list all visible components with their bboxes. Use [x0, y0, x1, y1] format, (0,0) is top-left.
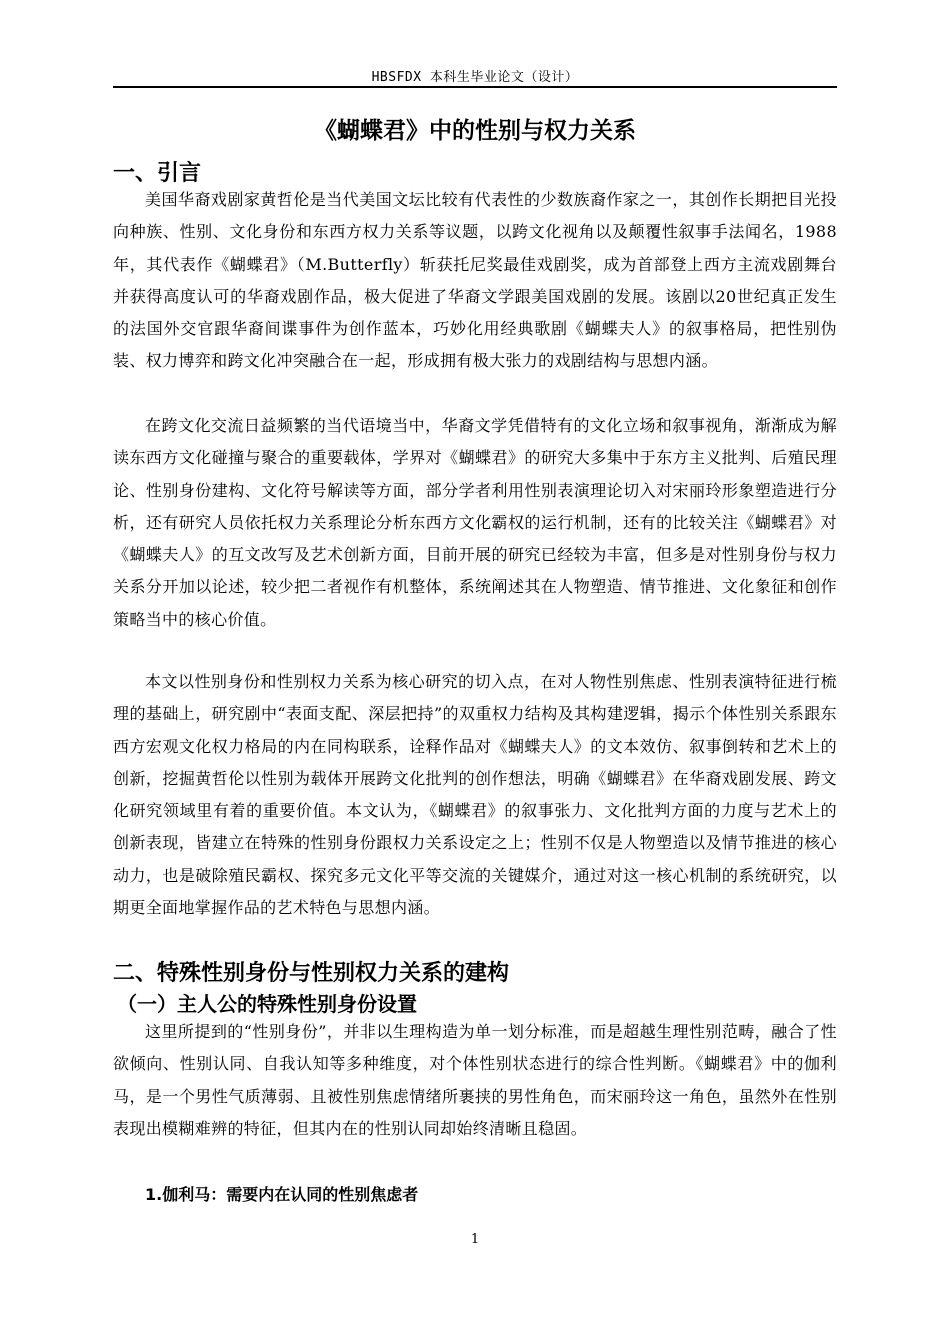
- subsection-paragraph: 这里所提到的“性别身份”，并非以生理构造为单一划分标准，而是超越生理性别范畴，融合了性欲倾向、性别认同、自我认知等多种维度，对个体性别状态进行的综合性判断。《蝴蝶君》中的伽利马，是一个男性气质薄弱、且被性别焦虑情绪所裹挟的男性角色，而宋丽玲这一角色，虽然外在性别表现出模糊难辨的特征，但其内在的性别认同却始终清晰且稳固。: [113, 1022, 837, 1138]
- header-rule: [113, 86, 837, 88]
- page-header: HBSFDX 本科生毕业论文（设计）: [371, 70, 579, 85]
- intro-paragraph-3: 本文以性别身份和性别权力关系为核心研究的切入点，在对人物性别焦虑、性别表演特征进行梳理的基础上，研究剧中“表面支配、深层把持”的双重权力结构及其构建逻辑，揭示个体性别关系跟东西方宏观文化权力格局的内在同构联系，诠释作品对《蝴蝶夫人》的文本效仿、叙事倒转和艺术上的创新，挖掘黄哲伦以性别为载体开展跨文化批判的创作想法，明确《蝴蝶君》在华裔戏剧发展、跨文化研究领域里有着的重要价值。本文认为，《蝴蝶君》的叙事张力、文化批判方面的力度与艺术上的创新表现，皆建立在特殊的性别身份跟权力关系设定之上；性别不仅是人物塑造以及情节推进的核心动力，也是破除殖民霸权、探究多元文化平等交流的关键媒介，通过对这一核心机制的系统研究，以期更全面地掌握作品的艺术特色与思想内涵。: [113, 672, 837, 918]
- intro-paragraph-1: 美国华裔戏剧家黄哲伦是当代美国文坛比较有代表性的少数族裔作家之一，其创作长期把目光投向种族、性别、文化身份和东西方权力关系等议题，以跨文化视角以及颠覆性叙事手法闻名，1988年，其代表作《蝴蝶君》（M.Butterfly）斩获托尼奖最佳戏剧奖，成为首部登上西方主流戏剧舞台并获得高度认可的华裔戏剧作品，极大促进了华裔文学跟美国戏剧的发展。该剧以20世纪真正发生的法国外交官跟华裔间谍事件为创作蓝本，巧妙化用经典歌剧《蝴蝶夫人》的叙事格局，把性别伪装、权力博弈和跨文化冲突融合在一起，形成拥有极大张力的戏剧结构与思想内涵。: [113, 190, 837, 371]
- section-heading-2: 二、特殊性别身份与性别权力关系的建构: [113, 961, 510, 986]
- intro-paragraph-2: 在跨文化交流日益频繁的当代语境当中，华裔文学凭借特有的文化立场和叙事视角，渐渐成为解读东西方文化碰撞与聚合的重要载体，学界对《蝴蝶君》的研究大多集中于东方主义批判、后殖民理论、性别身份建构、文化符号解读等方面，部分学者利用性别表演理论切入对宋丽玲形象塑造进行分析，还有研究人员依托权力关系理论分析东西方文化霸权的运行机制，还有的比较关注《蝴蝶君》对《蝴蝶夫人》的互文改写及艺术创新方面，目前开展的研究已经较为丰富，但多是对性别身份与权力关系分开加以论述，较少把二者视作有机整体，系统阐述其在人物塑造、情节推进、文化象征和创作策略当中的核心价值。: [113, 416, 837, 629]
- page-number: 1: [470, 1232, 480, 1247]
- section-heading-introduction: 一、引言: [113, 161, 202, 186]
- item-heading-1: 1.伽利马：需要内在认同的性别焦虑者: [145, 1185, 419, 1204]
- paper-title: 《蝴蝶君》中的性别与权力关系: [314, 118, 636, 144]
- subsection-heading-1: （一）主人公的特殊性别身份设置: [117, 992, 417, 1016]
